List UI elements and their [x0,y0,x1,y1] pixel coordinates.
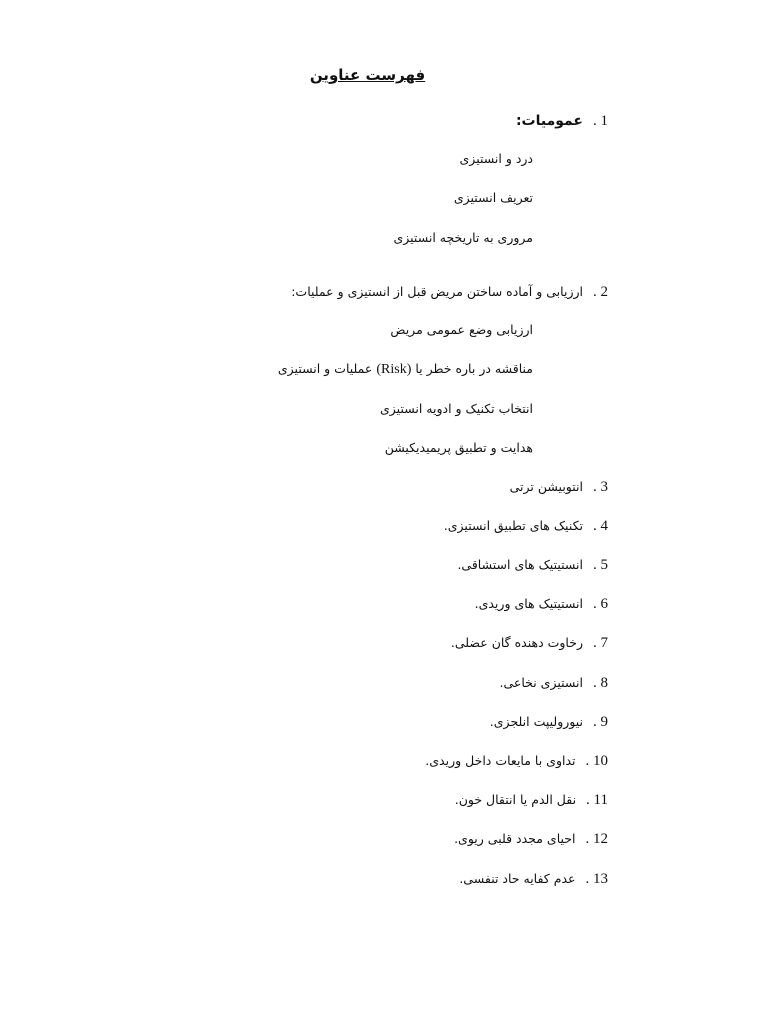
toc-item-5 [457,554,608,576]
toc-number: 3 . [593,479,608,495]
toc-number: 10 . [585,753,608,769]
toc-label: نقل الدم یا انتقال خون. [454,792,577,807]
toc-number: 6 . [593,596,608,612]
toc-item-2 [291,281,608,303]
toc-label: رخاوت دهنده گان عضلی. [450,635,583,650]
toc-number: 4 . [593,518,608,534]
toc-item-1 [516,110,608,132]
toc-subitem: انتخاب تکنیک و ادویه انستیزی [380,401,533,416]
toc-number: 11 . [586,792,608,808]
toc-label: انتوبیشن ترتی [509,479,583,494]
toc-item-3 [510,476,608,498]
toc-label: عدم کفایه حاد تنفسی. [459,871,576,886]
toc-number: 9 . [593,714,608,730]
toc-item-4 [444,515,608,537]
toc-subitem-text: مناقشه در باره خطر یا [415,361,533,376]
toc-label: انستیتیک های وریدی. [474,596,583,611]
toc-item-7 [451,632,608,654]
toc-number: 5 . [593,557,608,573]
toc-item-13 [459,868,608,890]
toc-subitem-text: عملیات و انستیزی [277,361,373,376]
toc-subitem: تعریف انستیزی [453,190,533,205]
toc-number: 7 . [593,635,608,651]
toc-label: تکنیک های تطبیق انستیزی. [443,518,583,533]
toc-label: احیای مجدد قلبی ریوی. [454,831,576,846]
toc-label: تداوی با مایعات داخل وریدی. [425,753,576,768]
toc-item-9 [490,711,608,733]
toc-item-8 [499,672,608,694]
toc-label: نیورولیپت انلجزی. [489,714,583,729]
toc-number: 1 . [593,113,608,129]
toc-subitem: هدایت و تطبیق پریمیدیکیشن [384,440,533,455]
toc-label: انستیزی نخاعی. [499,675,583,690]
toc-number: 2 . [593,284,608,300]
toc-number: 8 . [593,675,608,691]
toc-label: عمومیات: [515,113,583,129]
toc-subitem [278,358,533,380]
toc-number: 12 . [585,831,608,847]
page-title: فهرست عناوین [309,66,426,84]
toc-subitem: درد و انستیزی [459,151,533,166]
toc-label: ارزیابی و آماده ساختن مریض قبل از انستیزی و عملیات: [291,284,583,299]
toc-subitem: ارزیابی وضع عمومی مریض [390,322,533,337]
toc-label: انستیتیک های استشاقی. [457,557,583,572]
toc-item-6 [475,593,608,615]
risk-term: (Risk) [376,362,412,377]
toc-item-10 [425,750,608,772]
toc-item-11 [455,789,608,811]
toc-subitem: مروری به تاریخچه انستیزی [393,230,533,245]
toc-item-12 [454,828,608,850]
toc-number: 13 . [585,871,608,887]
